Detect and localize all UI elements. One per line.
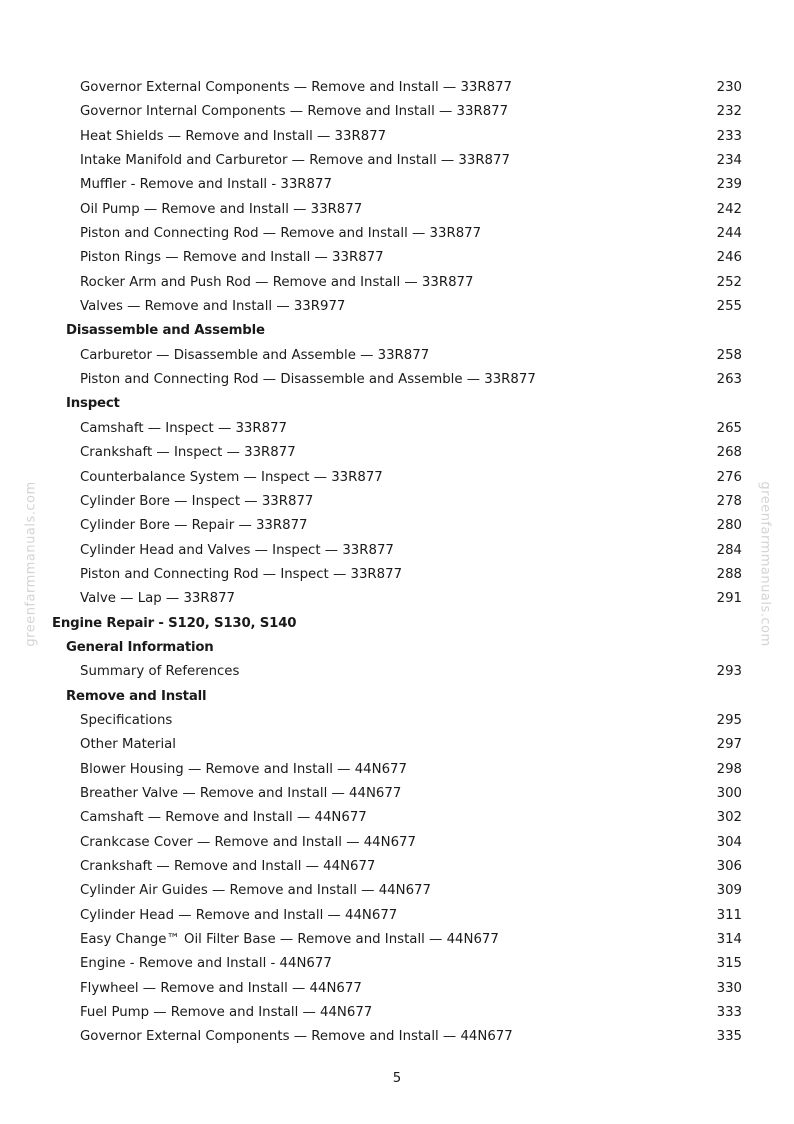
toc-entry-page: 234 <box>716 153 742 169</box>
toc-entry-page: 268 <box>716 445 742 461</box>
toc-entry-title: Blower Housing — Remove and Install — 44N677 <box>80 761 407 777</box>
toc-entry-page: 333 <box>716 1005 742 1021</box>
toc-entry-title: Governor External Components — Remove and Install — 33R877 <box>80 80 512 95</box>
toc-entry[interactable] <box>0 709 794 733</box>
toc-entry[interactable] <box>0 758 794 782</box>
toc-entry[interactable] <box>0 295 794 319</box>
toc-entry-title: Governor External Components — Remove and Install — 44N677 <box>80 1029 513 1045</box>
toc-entry-page: 232 <box>716 104 742 120</box>
toc-entry-title: Counterbalance System — Inspect — 33R877 <box>80 469 383 485</box>
toc-entry-title: Valve — Lap — 33R877 <box>80 591 235 607</box>
toc-entry[interactable] <box>0 125 794 149</box>
toc-entry[interactable] <box>0 1025 794 1049</box>
toc-entry-title: Heat Shields — Remove and Install — 33R877 <box>80 128 387 144</box>
toc-entry-page: 330 <box>716 980 742 996</box>
toc-entry-title: General Information <box>66 639 214 655</box>
toc-entry-page: 295 <box>716 712 742 728</box>
toc-subsection-heading <box>0 319 794 343</box>
watermark-left: greenfarmmanuals.com <box>23 481 39 647</box>
toc-entry-title: Cylinder Bore — Inspect — 33R877 <box>80 493 314 509</box>
toc-entry-page: 258 <box>716 347 742 363</box>
toc-entry-page: 255 <box>716 299 742 315</box>
toc-entry-title: Oil Pump — Remove and Install — 33R877 <box>80 201 363 217</box>
toc-entry-page: 233 <box>716 128 742 144</box>
toc-entry-page: 263 <box>716 372 742 388</box>
toc-entry-page: 311 <box>716 907 742 923</box>
toc-entry[interactable] <box>0 879 794 903</box>
toc-entry[interactable] <box>0 806 794 830</box>
toc-entry-title: Easy Change™ Oil Filter Base — Remove and Install — 44N677 <box>80 932 499 948</box>
toc-entry-page: 265 <box>716 420 742 436</box>
toc-entry-title: Valves — Remove and Install — 33R977 <box>80 299 346 315</box>
toc-entry-title: Governor Internal Components — Remove and Install — 33R877 <box>80 104 509 120</box>
toc-entry-title: Piston Rings — Remove and Install — 33R877 <box>80 250 384 266</box>
toc-entry[interactable] <box>0 368 794 392</box>
toc-entry-page: 300 <box>716 785 742 801</box>
toc-entry-title: Camshaft — Inspect — 33R877 <box>80 420 288 436</box>
toc-entry-page: 284 <box>716 542 742 558</box>
toc-entry-page: 304 <box>716 834 742 850</box>
toc-entry-title: Cylinder Air Guides — Remove and Install — 44N677 <box>80 883 431 899</box>
toc-entry-title: Piston and Connecting Rod — Remove and Install — 33R877 <box>80 226 482 242</box>
toc-entry-title: Rocker Arm and Push Rod — Remove and Install — 33R877 <box>80 274 474 290</box>
toc-entry-title: Camshaft — Remove and Install — 44N677 <box>80 810 367 826</box>
toc-entry[interactable] <box>0 1001 794 1025</box>
toc-entry-title: Inspect <box>66 396 120 412</box>
toc-entry[interactable] <box>0 417 794 441</box>
toc-entry-title: Cylinder Head and Valves — Inspect — 33R877 <box>80 542 394 558</box>
toc-entry-title: Carburetor — Disassemble and Assemble — 33R877 <box>80 347 430 363</box>
toc-entry-title: Crankcase Cover — Remove and Install — 44N677 <box>80 834 416 850</box>
toc-entry-page: 291 <box>716 591 742 607</box>
toc-entry[interactable] <box>0 271 794 295</box>
toc-entry-page: 242 <box>716 201 742 217</box>
toc-entry-title: Cylinder Head — Remove and Install — 44N677 <box>80 907 398 923</box>
toc-entry-title: Engine - Remove and Install - 44N677 <box>80 956 332 972</box>
toc-entry[interactable] <box>0 904 794 928</box>
toc-subsection-heading <box>0 392 794 416</box>
toc-entry-page: 276 <box>716 469 742 485</box>
toc-entry[interactable] <box>0 831 794 855</box>
toc-entry-page: 309 <box>716 883 742 899</box>
toc-entry-title: Summary of References <box>80 664 240 680</box>
toc-entry-title: Specifications <box>80 712 173 728</box>
toc-entry[interactable] <box>0 733 794 757</box>
toc-entry-title: Other Material <box>80 737 176 753</box>
toc-entry-page: 288 <box>716 566 742 582</box>
toc-entry[interactable] <box>0 563 794 587</box>
toc-entry[interactable] <box>0 222 794 246</box>
toc-entry-page: 230 <box>716 80 742 95</box>
toc-entry-page: 293 <box>716 664 742 680</box>
toc-entry[interactable] <box>0 246 794 270</box>
toc-entry-title: Cylinder Bore — Repair — 33R877 <box>80 518 308 534</box>
toc-entry[interactable] <box>0 928 794 952</box>
toc-entry-page: 335 <box>716 1029 742 1045</box>
toc-entry-title: Piston and Connecting Rod — Disassemble and Assemble — 33R877 <box>80 372 536 388</box>
toc-entry-title: Crankshaft — Remove and Install — 44N677 <box>80 859 376 874</box>
toc-entry[interactable] <box>0 490 794 514</box>
toc-subsection-heading <box>0 685 794 709</box>
toc-entry-title: Crankshaft — Inspect — 33R877 <box>80 445 296 461</box>
toc-entry-page: 314 <box>716 932 742 948</box>
table-of-contents <box>0 76 794 1050</box>
toc-entry-page: 297 <box>716 737 742 753</box>
toc-entry[interactable] <box>0 587 794 611</box>
toc-entry-page: 315 <box>716 956 742 972</box>
toc-entry[interactable] <box>0 344 794 368</box>
toc-entry[interactable] <box>0 149 794 173</box>
toc-entry-title: Remove and Install <box>66 688 207 704</box>
toc-entry[interactable] <box>0 514 794 538</box>
page-number: 5 <box>392 1071 402 1086</box>
toc-entry-page: 302 <box>716 810 742 826</box>
toc-entry-title: Fuel Pump — Remove and Install — 44N677 <box>80 1005 373 1021</box>
toc-entry[interactable] <box>0 539 794 563</box>
toc-entry[interactable] <box>0 855 794 879</box>
toc-entry-title: Breather Valve — Remove and Install — 44N677 <box>80 785 402 801</box>
toc-entry[interactable] <box>0 466 794 490</box>
toc-entry-page: 306 <box>716 859 742 874</box>
toc-entry-page: 252 <box>716 274 742 290</box>
toc-entry[interactable] <box>0 100 794 124</box>
toc-entry-title: Engine Repair - S120, S130, S140 <box>52 615 297 631</box>
toc-entry[interactable] <box>0 198 794 222</box>
toc-section-heading <box>0 612 794 636</box>
toc-entry-page: 246 <box>716 250 742 266</box>
toc-entry-title: Intake Manifold and Carburetor — Remove and Install — 33R877 <box>80 153 510 169</box>
toc-entry-title: Flywheel — Remove and Install — 44N677 <box>80 980 362 996</box>
toc-entry-title: Disassemble and Assemble <box>66 323 265 339</box>
toc-entry[interactable] <box>0 782 794 806</box>
toc-entry[interactable] <box>0 660 794 684</box>
toc-entry[interactable] <box>0 977 794 1001</box>
toc-subsection-heading <box>0 636 794 660</box>
toc-entry-page: 239 <box>716 177 742 193</box>
toc-entry-page: 298 <box>716 761 742 777</box>
toc-entry-page: 244 <box>716 226 742 242</box>
toc-entry-title: Muffler - Remove and Install - 33R877 <box>80 177 332 193</box>
toc-entry[interactable] <box>0 76 794 100</box>
toc-entry-page: 278 <box>716 493 742 509</box>
toc-entry[interactable] <box>0 952 794 976</box>
toc-entry-page: 280 <box>716 518 742 534</box>
toc-entry[interactable] <box>0 173 794 197</box>
watermark-right: greenfarmmanuals.com <box>757 481 773 647</box>
toc-entry[interactable] <box>0 441 794 465</box>
toc-entry-title: Piston and Connecting Rod — Inspect — 33R877 <box>80 566 403 582</box>
